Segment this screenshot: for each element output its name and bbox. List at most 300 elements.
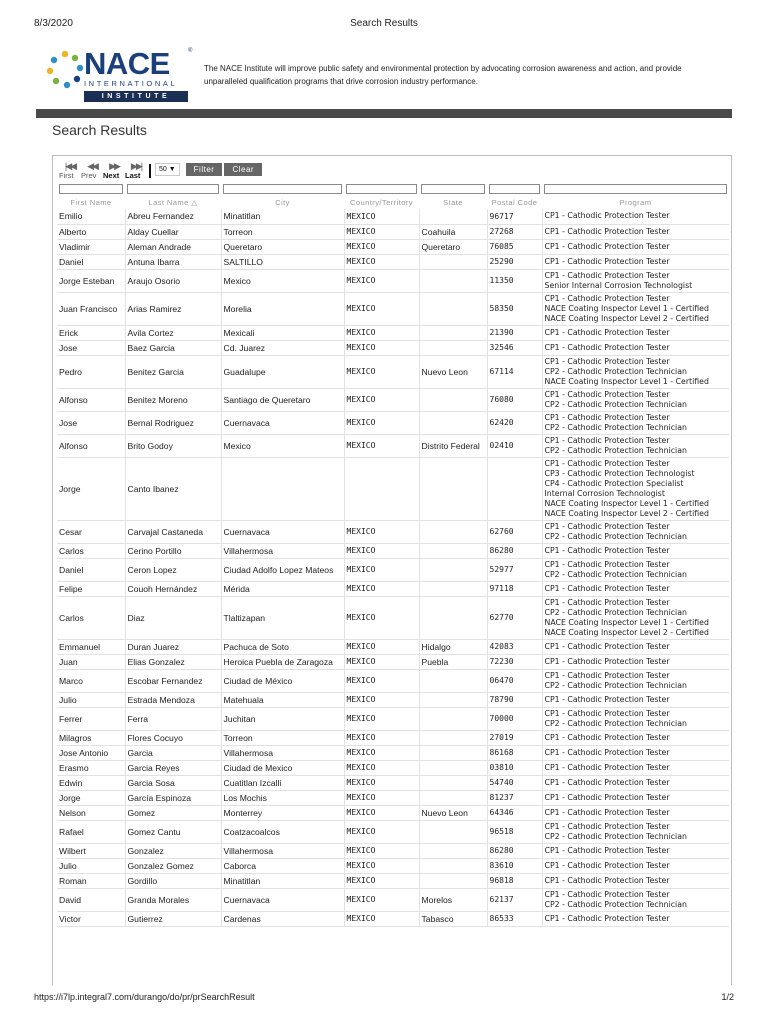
column-header-postal-code[interactable]: Postal Code	[491, 197, 538, 207]
program-cell	[542, 888, 729, 911]
country-cell: MEXICO	[344, 239, 419, 254]
postal-code-cell: 02410	[487, 434, 542, 457]
program-entry: NACE Coating Inspector Level 1 - Certified	[544, 498, 709, 508]
table-row[interactable]	[57, 669, 729, 692]
last-name-cell: Ceron Lopez	[125, 558, 221, 581]
program-cell	[542, 325, 729, 340]
first-name-cell: Wilbert	[57, 843, 125, 858]
country-cell: MEXICO	[344, 873, 419, 888]
program-entry: CP1 - Cathodic Protection Tester	[544, 747, 670, 757]
first-name-filter-input[interactable]	[59, 184, 123, 194]
program-cell	[542, 239, 729, 254]
program-entry: CP1 - Cathodic Protection Tester	[544, 435, 670, 445]
first-name-cell: Jose	[57, 411, 125, 434]
first-name-cell: Jose Antonio	[57, 745, 125, 760]
country-cell: MEXICO	[344, 581, 419, 596]
registered-mark: ®	[188, 48, 193, 54]
last-name-cell: Gomez Cantu	[125, 820, 221, 843]
table-row[interactable]	[57, 292, 729, 325]
print-date: 8/3/2020	[34, 18, 73, 29]
city-cell: Villahermosa	[221, 745, 344, 760]
city-cell: Mérida	[221, 581, 344, 596]
postal-code-cell: 67114	[487, 355, 542, 388]
postal-filter-input[interactable]	[489, 184, 540, 194]
program-cell	[542, 707, 729, 730]
country-cell: MEXICO	[344, 388, 419, 411]
table-row[interactable]	[57, 340, 729, 355]
program-entry: CP1 - Cathodic Protection Tester	[544, 708, 670, 718]
first-name-cell: Rafael	[57, 820, 125, 843]
program-entry: CP2 - Cathodic Protection Technician	[544, 531, 687, 541]
postal-code-cell	[487, 457, 542, 520]
state-cell	[419, 858, 487, 873]
first-name-cell: Erick	[57, 325, 125, 340]
last-name-cell: Estrada Mendoza	[125, 692, 221, 707]
country-cell: MEXICO	[344, 558, 419, 581]
page-title: Search Results	[52, 122, 147, 138]
last-name-cell: Granda Morales	[125, 888, 221, 911]
postal-code-cell: 32546	[487, 340, 542, 355]
state-cell	[419, 820, 487, 843]
country-cell: MEXICO	[344, 325, 419, 340]
program-entry: CP2 - Cathodic Protection Technician	[544, 366, 687, 376]
country-cell: MEXICO	[344, 669, 419, 692]
country-cell: MEXICO	[344, 858, 419, 873]
column-header-last-name[interactable]: Last Name △	[148, 197, 198, 207]
program-cell	[542, 911, 729, 926]
last-name-cell: Araujo Osorio	[125, 269, 221, 292]
mission-tagline: The NACE Institute will improve public safety and environmental protection by advocating corrosion awareness and action, and provide unparalleled qualification programs that drive corrosion industry performance.	[204, 64, 682, 86]
print-page-number: 1/2	[721, 992, 734, 1002]
table-row[interactable]	[57, 254, 729, 269]
program-entry: CP1 - Cathodic Protection Tester	[544, 583, 670, 593]
city-cell	[221, 457, 344, 520]
program-entry: CP1 - Cathodic Protection Tester	[544, 821, 670, 831]
city-cell: Juchitan	[221, 707, 344, 730]
first-name-cell: Carlos	[57, 543, 125, 558]
results-body	[57, 209, 729, 926]
table-row[interactable]	[57, 355, 729, 388]
program-entry: CP2 - Cathodic Protection Technician	[544, 680, 687, 690]
program-entry: CP1 - Cathodic Protection Tester	[544, 656, 670, 666]
column-header-row	[57, 195, 729, 209]
state-cell	[419, 790, 487, 805]
city-cell: Minatitlan	[221, 873, 344, 888]
city-cell: Ciudad de Mexico	[221, 760, 344, 775]
postal-code-cell: 52977	[487, 558, 542, 581]
postal-code-cell: 86280	[487, 543, 542, 558]
first-name-cell: Julio	[57, 858, 125, 873]
table-row[interactable]	[57, 209, 729, 224]
first-name-cell: Cesar	[57, 520, 125, 543]
postal-code-cell: 62137	[487, 888, 542, 911]
pager-next-button[interactable]	[103, 162, 125, 180]
table-row[interactable]	[57, 843, 729, 858]
table-row[interactable]	[57, 790, 729, 805]
site-banner	[36, 40, 732, 108]
program-cell	[542, 254, 729, 269]
program-entry: CP1 - Cathodic Protection Tester	[544, 270, 670, 280]
last-name-cell: Antuna Ibarra	[125, 254, 221, 269]
table-row[interactable]	[57, 434, 729, 457]
last-name-cell: Couoh Hernández	[125, 581, 221, 596]
state-cell: Queretaro	[419, 239, 487, 254]
program-entry: NACE Coating Inspector Level 2 - Certified	[544, 313, 709, 323]
results-table	[57, 182, 729, 927]
postal-code-cell: 78790	[487, 692, 542, 707]
program-cell	[542, 520, 729, 543]
country-cell: MEXICO	[344, 820, 419, 843]
program-entry: CP1 - Cathodic Protection Tester	[544, 913, 670, 923]
pager-prev-button[interactable]	[81, 162, 103, 180]
postal-code-cell: 96717	[487, 209, 542, 224]
state-filter-input[interactable]	[421, 184, 485, 194]
print-title: Search Results	[350, 18, 418, 29]
first-name-cell: Jose	[57, 340, 125, 355]
table-row[interactable]	[57, 760, 729, 775]
state-cell: Puebla	[419, 654, 487, 669]
last-name-cell: Garcia	[125, 745, 221, 760]
postal-code-cell: 62770	[487, 596, 542, 639]
city-cell: Mexico	[221, 434, 344, 457]
city-cell: Morelia	[221, 292, 344, 325]
city-cell: Matehuala	[221, 692, 344, 707]
state-cell: Morelos	[419, 888, 487, 911]
last-name-cell: Avila Cortez	[125, 325, 221, 340]
first-name-cell: Victor	[57, 911, 125, 926]
print-header	[34, 18, 734, 32]
page-size-select[interactable]: 50 ▼	[155, 163, 180, 176]
column-header-first-name[interactable]: First Name	[70, 197, 112, 207]
next-icon: ▶▶	[109, 161, 119, 171]
program-entry: CP1 - Cathodic Protection Tester	[544, 342, 670, 352]
program-filter-input[interactable]	[544, 184, 727, 194]
postal-code-cell: 58350	[487, 292, 542, 325]
last-name-cell: Abreu Fernandez	[125, 209, 221, 224]
program-entry: CP1 - Cathodic Protection Tester	[544, 412, 670, 422]
city-cell: Queretaro	[221, 239, 344, 254]
program-entry: NACE Coating Inspector Level 2 - Certified	[544, 627, 709, 637]
postal-code-cell: 76080	[487, 388, 542, 411]
table-row[interactable]	[57, 325, 729, 340]
program-entry: CP1 - Cathodic Protection Tester	[544, 762, 670, 772]
city-filter-input[interactable]	[223, 184, 342, 194]
program-cell	[542, 745, 729, 760]
skip-first-icon: |◀◀	[64, 161, 76, 171]
program-cell	[542, 790, 729, 805]
last-name-cell: Brito Godoy	[125, 434, 221, 457]
table-row[interactable]	[57, 730, 729, 745]
program-entry: CP1 - Cathodic Protection Tester	[544, 694, 670, 704]
last-name-filter-input[interactable]	[127, 184, 219, 194]
header-divider-bar	[36, 109, 732, 118]
last-name-cell: Garcia Reyes	[125, 760, 221, 775]
column-header-city[interactable]: City	[275, 197, 290, 207]
skip-last-icon: ▶▶|	[130, 161, 142, 171]
first-name-cell: Pedro	[57, 355, 125, 388]
program-entry: CP2 - Cathodic Protection Technician	[544, 445, 687, 455]
city-cell: Mexicali	[221, 325, 344, 340]
program-entry: CP1 - Cathodic Protection Tester	[544, 889, 670, 899]
program-entry: CP1 - Cathodic Protection Tester	[544, 807, 670, 817]
table-row[interactable]	[57, 596, 729, 639]
program-cell	[542, 805, 729, 820]
last-name-cell: Gonzalez	[125, 843, 221, 858]
city-cell: Pachuca de Soto	[221, 639, 344, 654]
pager-last-button[interactable]	[125, 162, 147, 180]
table-row[interactable]	[57, 820, 729, 843]
program-cell	[542, 457, 729, 520]
table-row[interactable]	[57, 707, 729, 730]
country-cell: MEXICO	[344, 254, 419, 269]
country-cell: MEXICO	[344, 760, 419, 775]
program-entry: CP1 - Cathodic Protection Tester	[544, 241, 670, 251]
program-entry: CP1 - Cathodic Protection Tester	[544, 211, 670, 221]
pager-prev-label: Prev	[81, 171, 97, 180]
program-entry: CP1 - Cathodic Protection Tester	[544, 545, 670, 555]
postal-code-cell: 86168	[487, 745, 542, 760]
program-entry: CP1 - Cathodic Protection Tester	[544, 670, 670, 680]
first-name-cell: Alfonso	[57, 388, 125, 411]
program-entry: CP1 - Cathodic Protection Tester	[544, 777, 670, 787]
city-cell: Caborca	[221, 858, 344, 873]
state-cell	[419, 760, 487, 775]
program-cell	[542, 669, 729, 692]
state-cell: Nuevo Leon	[419, 805, 487, 820]
first-name-cell: Carlos	[57, 596, 125, 639]
first-name-cell: Milagros	[57, 730, 125, 745]
previous-icon: ◀◀	[87, 161, 97, 171]
city-cell: Cuernavaca	[221, 888, 344, 911]
city-cell: Los Mochis	[221, 790, 344, 805]
program-entry: CP1 - Cathodic Protection Tester	[544, 641, 670, 651]
nace-logo[interactable]	[46, 46, 193, 102]
program-entry: CP1 - Cathodic Protection Tester	[544, 521, 670, 531]
program-entry: CP2 - Cathodic Protection Technician	[544, 718, 687, 728]
program-entry: CP2 - Cathodic Protection Technician	[544, 399, 687, 409]
table-row[interactable]	[57, 239, 729, 254]
program-cell	[542, 434, 729, 457]
table-row[interactable]	[57, 581, 729, 596]
last-name-cell: Bernal Rodriguez	[125, 411, 221, 434]
filter-button[interactable]: Filter	[186, 163, 223, 176]
program-entry: CP1 - Cathodic Protection Tester	[544, 458, 670, 468]
program-entry: CP1 - Cathodic Protection Tester	[544, 293, 670, 303]
logo-subtitle: INTERNATIONAL	[84, 79, 178, 88]
last-name-cell: Gomez	[125, 805, 221, 820]
city-cell: Torreon	[221, 730, 344, 745]
postal-code-cell: 25290	[487, 254, 542, 269]
program-entry: CP2 - Cathodic Protection Technician	[544, 607, 687, 617]
postal-code-cell: 83610	[487, 858, 542, 873]
country-cell: MEXICO	[344, 292, 419, 325]
state-cell	[419, 254, 487, 269]
state-cell: Coahuila	[419, 224, 487, 239]
state-cell	[419, 411, 487, 434]
table-row[interactable]	[57, 543, 729, 558]
table-row[interactable]	[57, 805, 729, 820]
first-name-cell: Jorge	[57, 457, 125, 520]
results-panel	[52, 155, 732, 985]
table-row[interactable]	[57, 654, 729, 669]
program-cell	[542, 355, 729, 388]
state-cell: Nuevo Leon	[419, 355, 487, 388]
city-cell: Guadalupe	[221, 355, 344, 388]
program-entry: CP1 - Cathodic Protection Tester	[544, 356, 670, 366]
country-cell: MEXICO	[344, 543, 419, 558]
postal-code-cell: 86533	[487, 911, 542, 926]
state-cell	[419, 745, 487, 760]
column-header-country[interactable]: Country/Territory	[350, 197, 413, 207]
last-name-cell: Carvajal Castaneda	[125, 520, 221, 543]
last-name-cell: Canto Ibanez	[125, 457, 221, 520]
program-entry: NACE Coating Inspector Level 1 - Certified	[544, 617, 709, 627]
program-cell	[542, 775, 729, 790]
country-cell: MEXICO	[344, 224, 419, 239]
print-url: https://i7lp.integral7.com/durango/do/pr/prSearchResult	[34, 992, 255, 1002]
last-name-cell: Cerino Portillo	[125, 543, 221, 558]
table-row[interactable]	[57, 639, 729, 654]
country-cell: MEXICO	[344, 707, 419, 730]
table-row[interactable]	[57, 911, 729, 926]
postal-code-cell: 96818	[487, 873, 542, 888]
postal-code-cell: 27019	[487, 730, 542, 745]
program-cell	[542, 581, 729, 596]
table-row[interactable]	[57, 411, 729, 434]
city-cell: Ciudad Adolfo Lopez Mateos	[221, 558, 344, 581]
first-name-cell: Nelson	[57, 805, 125, 820]
state-cell	[419, 325, 487, 340]
program-cell	[542, 858, 729, 873]
first-name-cell: Juan	[57, 654, 125, 669]
table-row[interactable]	[57, 873, 729, 888]
table-row[interactable]	[57, 457, 729, 520]
program-entry: CP4 - Cathodic Protection Specialist	[544, 478, 684, 488]
state-cell: Tabasco	[419, 911, 487, 926]
country-cell: MEXICO	[344, 340, 419, 355]
first-name-cell: Julio	[57, 692, 125, 707]
country-cell: MEXICO	[344, 654, 419, 669]
logo-wordmark: NACE	[84, 46, 170, 81]
country-cell: MEXICO	[344, 730, 419, 745]
logo-institute-band: INSTITUTE	[84, 91, 188, 102]
postal-code-cell: 03810	[487, 760, 542, 775]
city-cell: Ciudad de México	[221, 669, 344, 692]
first-name-cell: Daniel	[57, 558, 125, 581]
table-row[interactable]	[57, 692, 729, 707]
state-cell	[419, 388, 487, 411]
city-cell: Villahermosa	[221, 543, 344, 558]
first-name-cell: Juan Francisco	[57, 292, 125, 325]
program-cell	[542, 596, 729, 639]
state-cell	[419, 873, 487, 888]
program-cell	[542, 730, 729, 745]
table-row[interactable]	[57, 858, 729, 873]
country-cell: MEXICO	[344, 209, 419, 224]
postal-code-cell: 54740	[487, 775, 542, 790]
state-cell	[419, 775, 487, 790]
table-row[interactable]	[57, 388, 729, 411]
last-name-cell: Elias Gonzalez	[125, 654, 221, 669]
country-cell: MEXICO	[344, 692, 419, 707]
table-row[interactable]	[57, 745, 729, 760]
last-name-cell: Arias Ramirez	[125, 292, 221, 325]
first-name-cell: Alberto	[57, 224, 125, 239]
state-cell: Hidalgo	[419, 639, 487, 654]
last-name-cell: Escobar Fernandez	[125, 669, 221, 692]
country-cell: MEXICO	[344, 520, 419, 543]
last-name-cell: Gutierrez	[125, 911, 221, 926]
pager-first-button[interactable]	[59, 162, 81, 180]
country-cell: MEXICO	[344, 843, 419, 858]
table-row[interactable]	[57, 224, 729, 239]
postal-code-cell: 21390	[487, 325, 542, 340]
postal-code-cell: 64346	[487, 805, 542, 820]
state-cell	[419, 596, 487, 639]
state-cell	[419, 340, 487, 355]
first-name-cell: Erasmo	[57, 760, 125, 775]
city-cell: Cardenas	[221, 911, 344, 926]
last-name-cell: Ferra	[125, 707, 221, 730]
country-cell: MEXICO	[344, 434, 419, 457]
program-cell	[542, 558, 729, 581]
last-name-cell: Baez Garcia	[125, 340, 221, 355]
city-cell: Santiago de Queretaro	[221, 388, 344, 411]
country-cell: MEXICO	[344, 805, 419, 820]
country-cell: MEXICO	[344, 355, 419, 388]
pager-first-label: First	[59, 171, 74, 180]
first-name-cell: Alfonso	[57, 434, 125, 457]
country-cell: MEXICO	[344, 269, 419, 292]
table-row[interactable]	[57, 520, 729, 543]
program-cell	[542, 692, 729, 707]
city-cell: Heroica Puebla de Zaragoza	[221, 654, 344, 669]
city-cell: Mexico	[221, 269, 344, 292]
globe-ring-icon	[46, 50, 84, 90]
clear-button[interactable]: Clear	[224, 163, 262, 176]
program-entry: Senior Internal Corrosion Technologist	[544, 280, 693, 290]
table-row[interactable]	[57, 269, 729, 292]
last-name-cell: Benitez Moreno	[125, 388, 221, 411]
state-cell	[419, 520, 487, 543]
program-cell	[542, 654, 729, 669]
program-entry: CP1 - Cathodic Protection Tester	[544, 597, 670, 607]
postal-code-cell: 96518	[487, 820, 542, 843]
state-cell	[419, 209, 487, 224]
postal-code-cell: 42083	[487, 639, 542, 654]
program-entry: CP1 - Cathodic Protection Tester	[544, 845, 670, 855]
city-cell: Cuernavaca	[221, 520, 344, 543]
country-filter-input[interactable]	[346, 184, 417, 194]
city-cell: Minatitlan	[221, 209, 344, 224]
table-row[interactable]	[57, 888, 729, 911]
country-cell: MEXICO	[344, 639, 419, 654]
state-cell: Distrito Federal	[419, 434, 487, 457]
column-header-state[interactable]: State	[443, 197, 463, 207]
postal-code-cell: 27268	[487, 224, 542, 239]
program-entry: CP1 - Cathodic Protection Tester	[544, 256, 670, 266]
program-entry: NACE Coating Inspector Level 1 - Certified	[544, 303, 709, 313]
first-name-cell: Vladimir	[57, 239, 125, 254]
table-row[interactable]	[57, 558, 729, 581]
column-header-program[interactable]: Program	[619, 197, 652, 207]
program-entry: CP1 - Cathodic Protection Tester	[544, 732, 670, 742]
state-cell	[419, 457, 487, 520]
city-cell: Cuernavaca	[221, 411, 344, 434]
postal-code-cell: 62760	[487, 520, 542, 543]
city-cell: Coatzacoalcos	[221, 820, 344, 843]
table-row[interactable]	[57, 775, 729, 790]
